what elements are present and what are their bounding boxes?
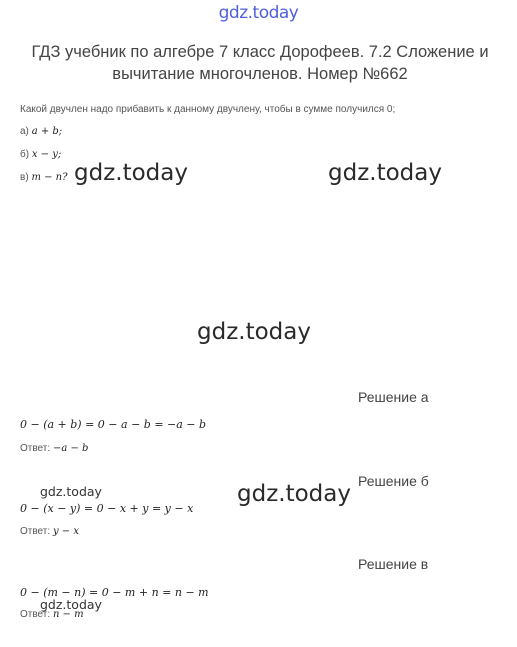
answer-label: Ответ:	[20, 443, 51, 454]
answer-label: Ответ:	[20, 526, 51, 537]
task-item-b	[20, 149, 61, 160]
solution-answer-b	[20, 526, 79, 537]
solution-answer-a	[20, 443, 88, 454]
site-logo[interactable]: gdz.today	[218, 3, 299, 23]
solution-answer-c	[20, 609, 84, 620]
solution-equation-c: 0 − (m − n) = 0 − m + n = n − m	[20, 586, 209, 599]
answer-value: y − x	[52, 526, 79, 537]
task-item-c	[20, 172, 67, 183]
watermark: gdz.today	[237, 481, 351, 507]
solution-heading-c: Решение в	[358, 556, 429, 572]
task-item-label: б)	[20, 149, 30, 160]
solution-equation-b: 0 − (x − y) = 0 − x + y = y − x	[20, 502, 194, 515]
watermark: gdz.today	[74, 160, 188, 186]
task-item-expr: m − n?	[31, 172, 68, 183]
task-item-label: в)	[20, 172, 29, 183]
answer-value: n − m	[52, 609, 84, 620]
solution-heading-b: Решение б	[358, 473, 429, 489]
page-title: ГДЗ учебник по алгебре 7 класс Дорофеев. 7.2 Сложение и вычитание многочленов. Номер №662	[31, 43, 489, 83]
solution-heading-a: Решение а	[358, 389, 429, 405]
task-question: Какой двучлен надо прибавить к данному двучлену, чтобы в сумме получился 0;	[20, 104, 396, 115]
watermark: gdz.today	[197, 319, 311, 345]
task-item-expr: a + b;	[31, 126, 63, 137]
watermark: gdz.today	[328, 160, 442, 186]
task-item-a	[20, 126, 62, 137]
watermark-small: gdz.today	[40, 484, 102, 499]
task-item-expr: x − y;	[31, 149, 62, 160]
solution-equation-a: 0 − (a + b) = 0 − a − b = −a − b	[20, 418, 207, 431]
watermark-small: gdz.today	[40, 597, 102, 612]
answer-value: −a − b	[52, 443, 89, 454]
answer-label: Ответ:	[20, 609, 51, 620]
task-item-label: а)	[20, 126, 29, 137]
